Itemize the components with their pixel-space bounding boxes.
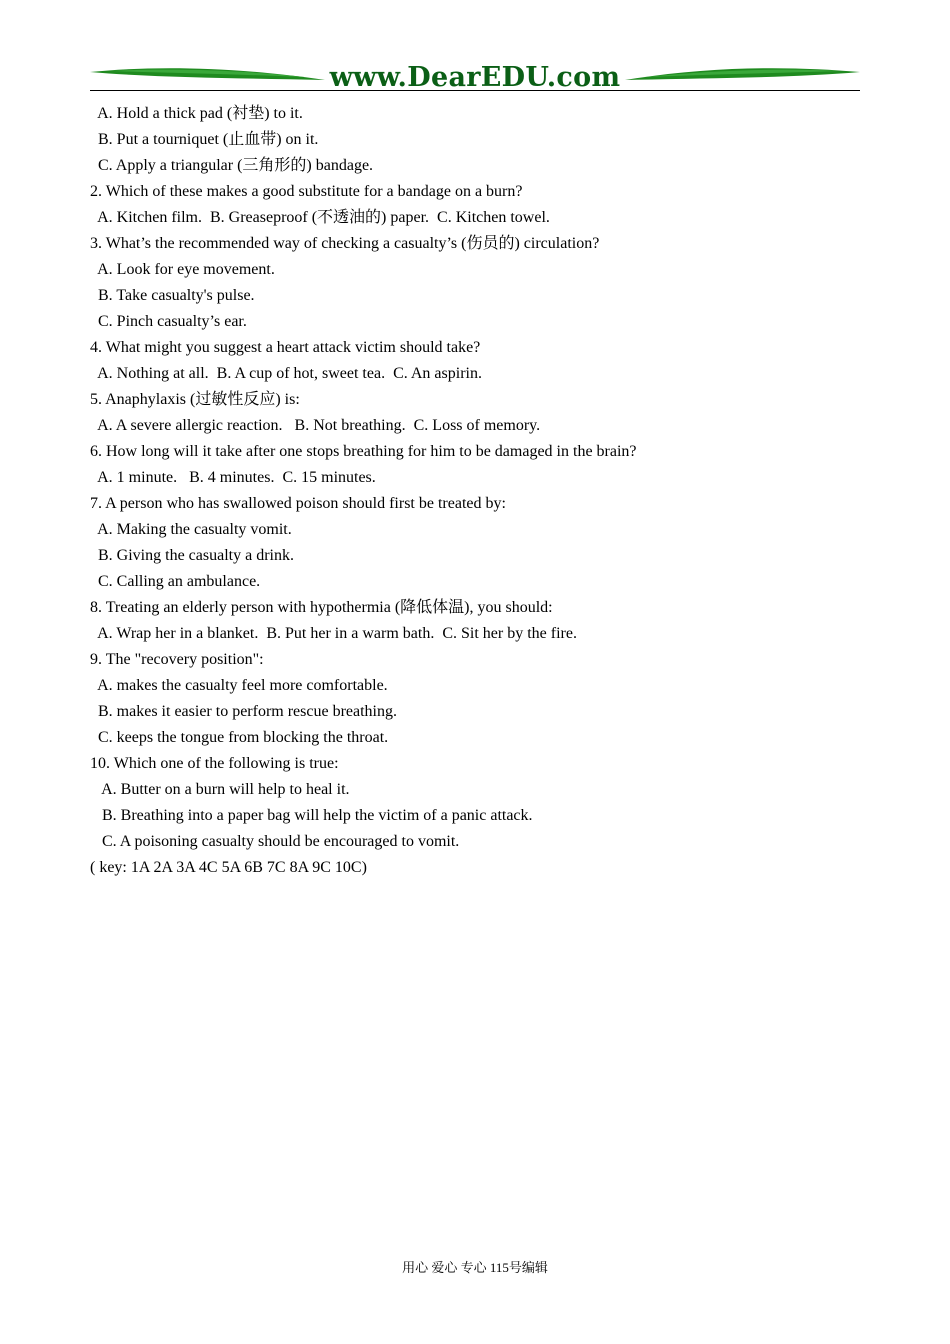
text-line: 7. A person who has swallowed poison should first be treated by: <box>90 495 506 512</box>
text-line: 9. The "recovery position": <box>90 651 264 668</box>
text-line: B. makes it easier to perform rescue breathing. <box>90 703 397 720</box>
text-line: A. Butter on a burn will help to heal it. <box>90 781 350 798</box>
text-line: C. A poisoning casualty should be encouraged to vomit. <box>90 833 460 850</box>
text-line: 6. How long will it take after one stops breathing for him to be damaged in the brain? <box>90 443 637 460</box>
header-rule <box>90 90 860 91</box>
text-line: C. Apply a triangular (三角形的) bandage. <box>90 157 374 174</box>
text-line: A. A severe allergic reaction. B. Not breathing. C. Loss of memory. <box>90 417 541 434</box>
text-line: 10. Which one of the following is true: <box>90 755 339 772</box>
text-line: A. Nothing at all. B. A cup of hot, sweet tea. C. An aspirin. <box>90 365 482 382</box>
question-list <box>90 101 870 881</box>
text-line: C. Calling an ambulance. <box>90 573 261 590</box>
text-line: 2. Which of these makes a good substitute for a bandage on a burn? <box>90 183 523 200</box>
text-line: A. 1 minute. B. 4 minutes. C. 15 minutes. <box>90 469 376 486</box>
text-line: A. Making the casualty vomit. <box>90 521 292 538</box>
text-line: A. makes the casualty feel more comfortable. <box>90 677 388 694</box>
text-line: A. Wrap her in a blanket. B. Put her in a warm bath. C. Sit her by the fire. <box>90 625 577 642</box>
text-line: C. keeps the tongue from blocking the throat. <box>90 729 389 746</box>
text-line: C. Pinch casualty’s ear. <box>90 313 247 330</box>
text-line: 5. Anaphylaxis (过敏性反应) is: <box>90 391 300 408</box>
text-line: 3. What’s the recommended way of checking a casualty’s (伤员的) circulation? <box>90 235 600 252</box>
text-line: ( key: 1A 2A 3A 4C 5A 6B 7C 8A 9C 10C) <box>90 859 367 876</box>
text-line: A. Hold a thick pad (衬垫) to it. <box>90 105 303 122</box>
text-line: B. Put a tourniquet (止血带) on it. <box>90 131 319 148</box>
text-line: A. Look for eye movement. <box>90 261 275 278</box>
text-line: B. Take casualty's pulse. <box>90 287 255 304</box>
text-line: 8. Treating an elderly person with hypothermia (降低体温), you should: <box>90 599 553 616</box>
text-line: 4. What might you suggest a heart attack victim should take? <box>90 339 481 356</box>
text-line: B. Breathing into a paper bag will help the victim of a panic attack. <box>90 807 533 824</box>
text-line: A. Kitchen film. B. Greaseproof (不透油的) paper. C. Kitchen towel. <box>90 209 550 226</box>
text-line: B. Giving the casualty a drink. <box>90 547 294 564</box>
page-footer: 用心 爱心 专心 115号编辑 <box>402 1260 548 1275</box>
site-logo-text: www.DearEDU.com <box>329 62 621 93</box>
